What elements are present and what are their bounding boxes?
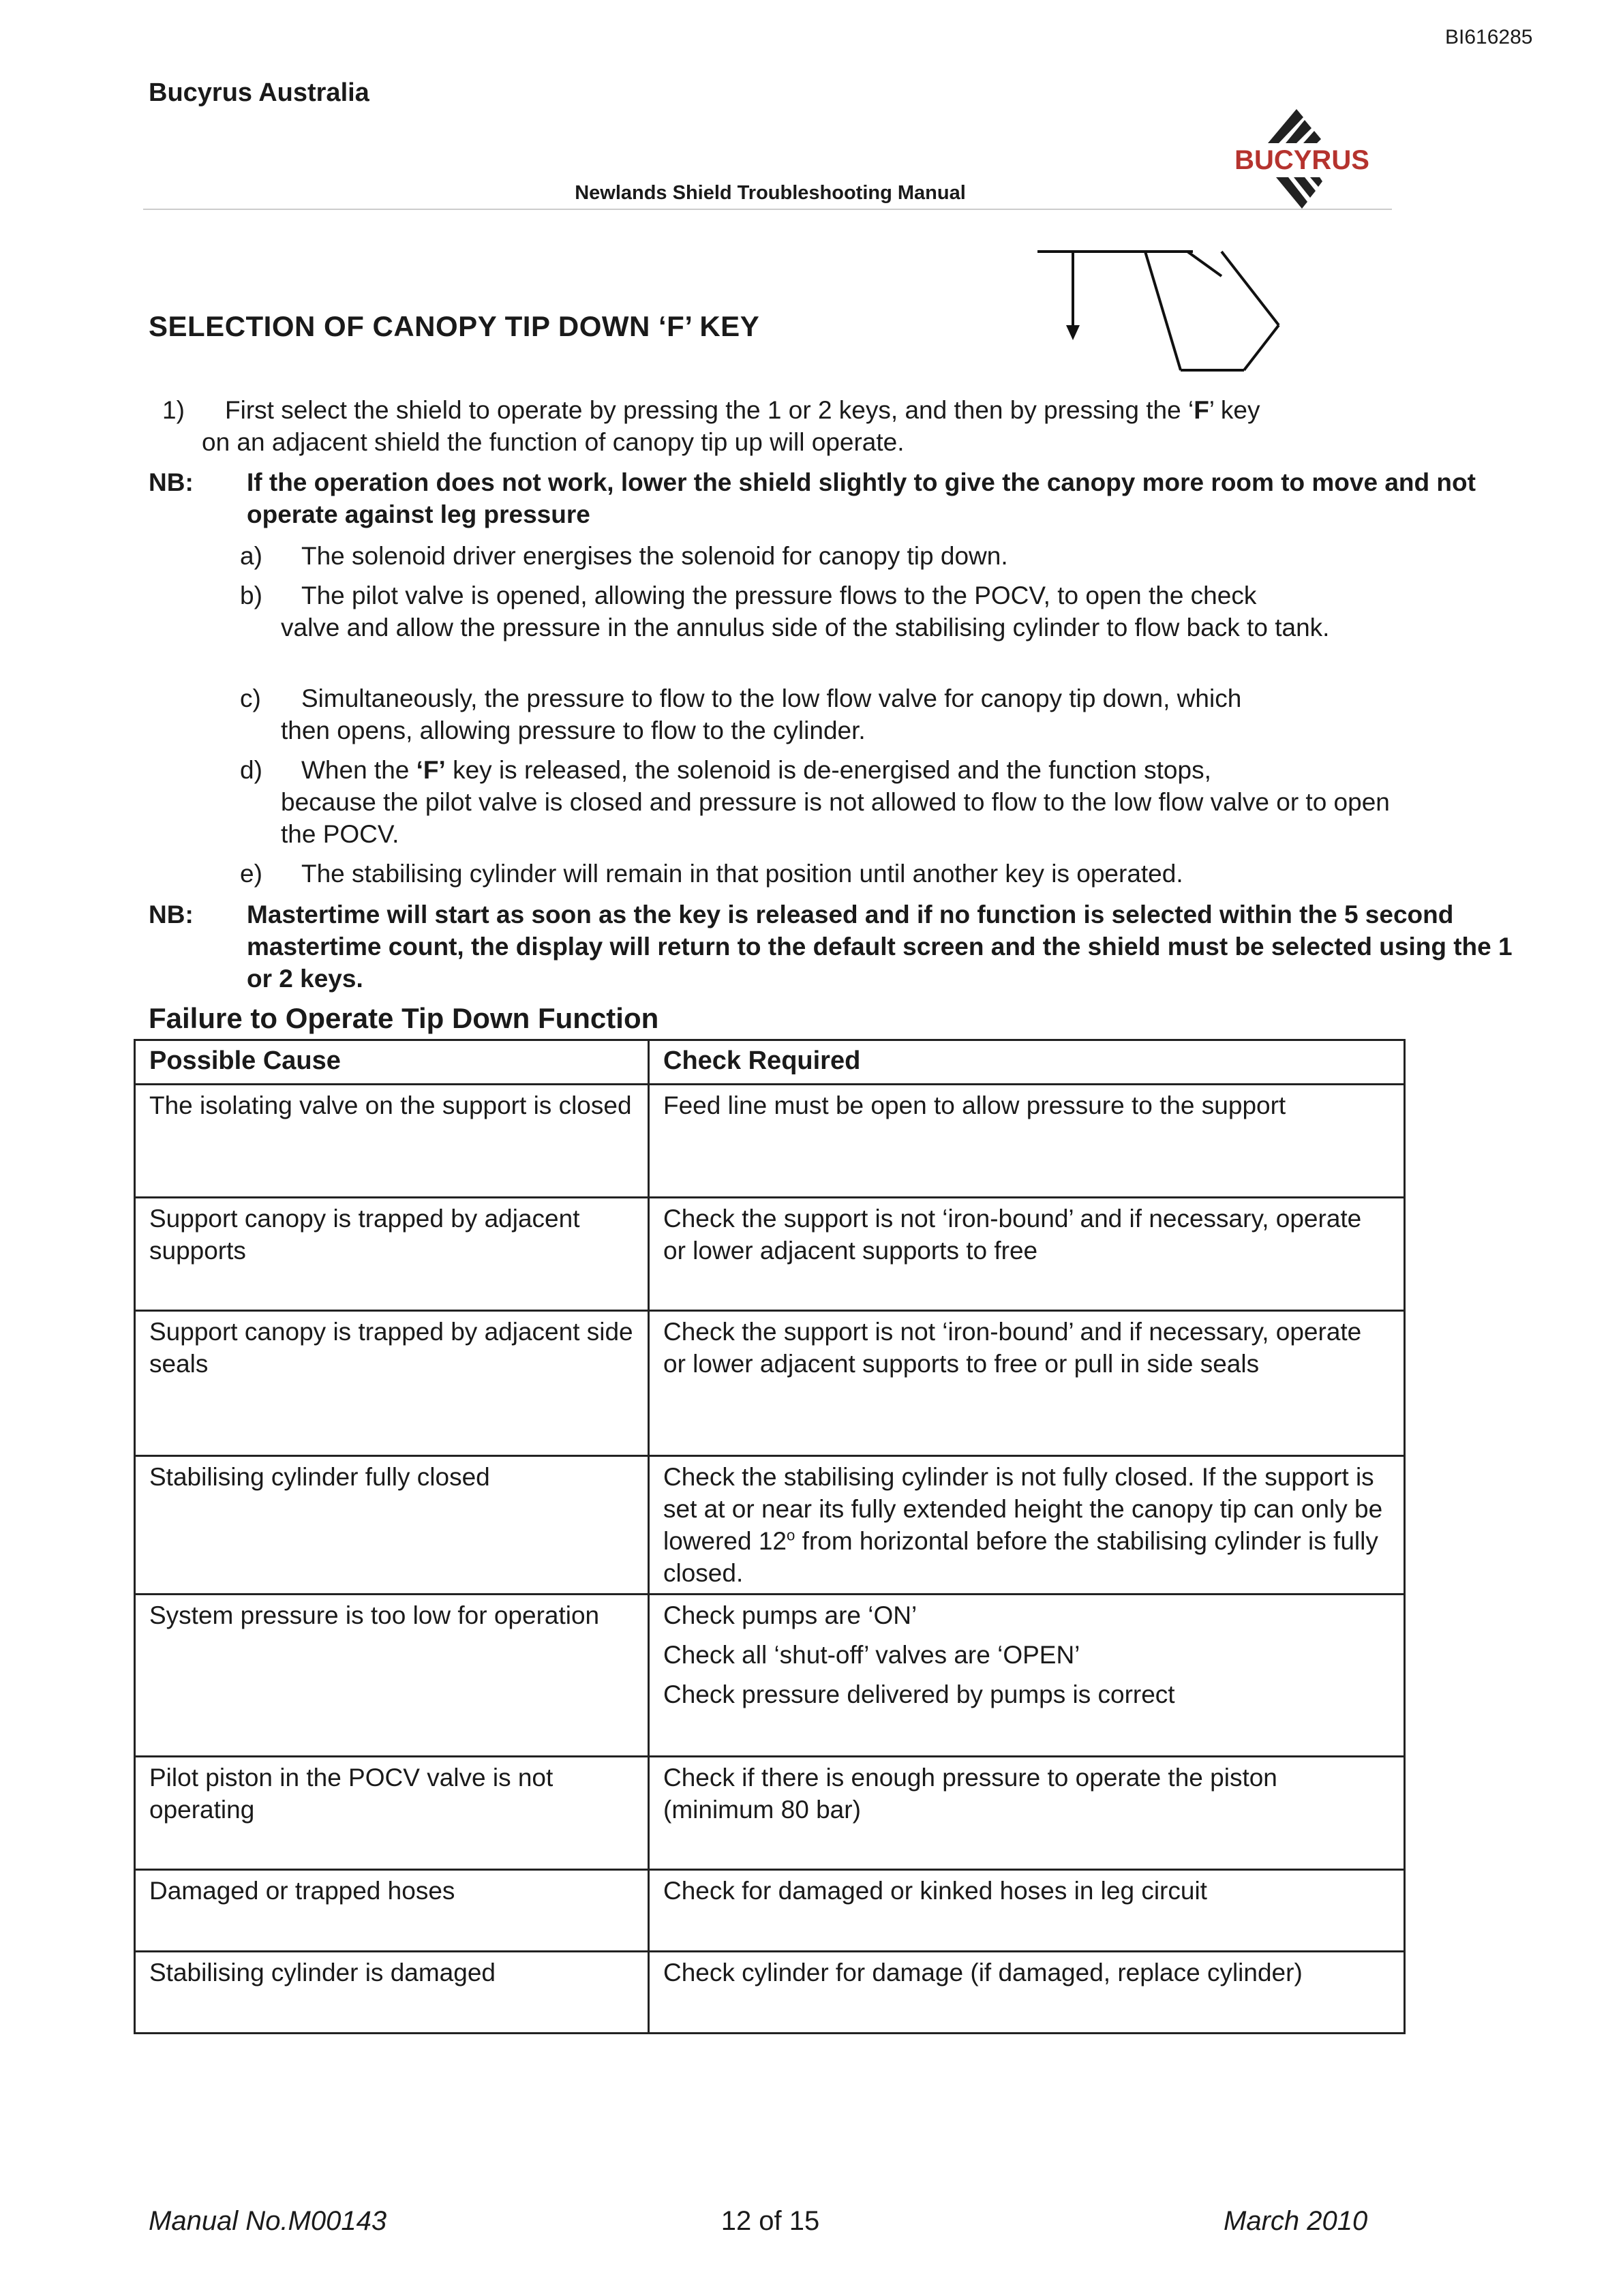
header-possible-cause: Possible Cause bbox=[135, 1040, 649, 1085]
note-label: NB: bbox=[149, 468, 194, 496]
cause-cell: System pressure is too low for operation bbox=[135, 1595, 649, 1757]
cause-cell: The isolating valve on the support is closed bbox=[135, 1085, 649, 1198]
substep-d bbox=[240, 754, 1399, 850]
substep-text: The solenoid driver energises the solenoid for canopy tip down. bbox=[301, 542, 1008, 570]
cause-cell: Stabilising cylinder fully closed bbox=[135, 1456, 649, 1595]
manual-subtitle: Newlands Shield Troubleshooting Manual bbox=[575, 182, 966, 204]
table-row bbox=[135, 1952, 1405, 2034]
substep-text: The pilot valve is opened, allowing the pressure flows to the POCV, to open the check bbox=[301, 581, 1257, 609]
footer-page-number: 12 of 15 bbox=[721, 2206, 820, 2236]
step-1-text-line2: on an adjacent shield the function of canopy tip up will operate. bbox=[202, 428, 905, 456]
substep-letter: e) bbox=[240, 860, 262, 888]
table-row bbox=[135, 1757, 1405, 1870]
f-key-label: ‘F’ bbox=[416, 756, 446, 784]
section-title: SELECTION OF CANOPY TIP DOWN ‘F’ KEY bbox=[149, 310, 760, 342]
check-cell bbox=[649, 1456, 1405, 1595]
check-cell: Check the support is not ‘iron-bound’ and if necessary, operate or lower adjacent supports to free or pull in side seals bbox=[649, 1311, 1405, 1456]
substep-text-continued: because the pilot valve is closed and pressure is not allowed to flow to the low flow valve or to open the POCV. bbox=[281, 788, 1390, 848]
note-2 bbox=[149, 898, 1553, 1001]
failure-table-title: Failure to Operate Tip Down Function bbox=[149, 1002, 659, 1034]
f-key-label: F bbox=[1194, 396, 1209, 424]
substep-letter: a) bbox=[240, 542, 262, 570]
table-row bbox=[135, 1311, 1405, 1456]
cause-cell: Damaged or trapped hoses bbox=[135, 1870, 649, 1952]
step-number: 1) bbox=[162, 396, 185, 424]
check-cell: Check for damaged or kinked hoses in leg circuit bbox=[649, 1870, 1405, 1952]
table-row bbox=[135, 1198, 1405, 1311]
table-row bbox=[135, 1870, 1405, 1952]
cause-cell: Pilot piston in the POCV valve is not operating bbox=[135, 1757, 649, 1870]
table-row bbox=[135, 1456, 1405, 1595]
company-name: Bucyrus Australia bbox=[149, 78, 369, 107]
check-item: Check pumps are ‘ON’ bbox=[663, 1601, 917, 1629]
footer-date: March 2010 bbox=[1224, 2206, 1368, 2236]
check-cell: Check cylinder for damage (if damaged, replace cylinder) bbox=[649, 1952, 1405, 2034]
note-label: NB: bbox=[149, 901, 194, 928]
substep-text-continued: then opens, allowing pressure to flow to the cylinder. bbox=[281, 716, 866, 744]
step-1-text-pre: First select the shield to operate by pressing the 1 or 2 keys, and then by pressing the ‘ bbox=[225, 396, 1194, 424]
check-cell bbox=[649, 1595, 1405, 1757]
logo-text: BUCYRUS bbox=[1234, 145, 1369, 175]
substep-text-pre: When the bbox=[301, 756, 416, 784]
check-cell: Feed line must be open to allow pressure to the support bbox=[649, 1085, 1405, 1198]
degree-superscript: o bbox=[787, 1526, 795, 1544]
substep-c bbox=[240, 682, 1399, 746]
table-row bbox=[135, 1085, 1405, 1198]
table-header-row bbox=[135, 1040, 1405, 1085]
note-1 bbox=[149, 466, 1553, 534]
substep-text-post: key is released, the solenoid is de-energised and the function stops, bbox=[445, 756, 1211, 784]
substep-e bbox=[240, 858, 1399, 890]
table-row bbox=[135, 1595, 1405, 1757]
header-check-required: Check Required bbox=[649, 1040, 1405, 1085]
check-item: Check all ‘shut-off’ valves are ‘OPEN’ bbox=[663, 1641, 1080, 1669]
note-text: If the operation does not work, lower the shield slightly to give the canopy more room to move and not operate against leg pressure bbox=[247, 468, 1476, 528]
substep-text-continued: valve and allow the pressure in the annulus side of the stabilising cylinder to flow back to tank. bbox=[281, 614, 1330, 641]
substep-text: The stabilising cylinder will remain in that position until another key is operated. bbox=[301, 860, 1183, 888]
check-cell: Check if there is enough pressure to operate the piston (minimum 80 bar) bbox=[649, 1757, 1405, 1870]
canopy-tip-down-diagram-icon bbox=[1036, 249, 1281, 378]
step-1-text-post: ’ key bbox=[1209, 396, 1260, 424]
check-cell: Check the support is not ‘iron-bound’ and if necessary, operate or lower adjacent supports to free bbox=[649, 1198, 1405, 1311]
failure-table bbox=[134, 1039, 1406, 2034]
substep-letter: b) bbox=[240, 581, 262, 609]
footer-manual-number: Manual No.M00143 bbox=[149, 2206, 387, 2236]
check-item: Check pressure delivered by pumps is correct bbox=[663, 1680, 1175, 1708]
note-text: Mastertime will start as soon as the key is released and if no function is selected within the 5 second mastertime count, the display will return to the default screen and the shield must be selected using the 1 or 2 keys. bbox=[247, 901, 1513, 993]
substep-a bbox=[240, 540, 1399, 572]
substep-b bbox=[240, 579, 1399, 644]
header-divider bbox=[143, 209, 1392, 210]
substep-letter: d) bbox=[240, 756, 262, 784]
cause-cell: Support canopy is trapped by adjacent supports bbox=[135, 1198, 649, 1311]
check-text-post: from horizontal before the stabilising cylinder is fully closed. bbox=[663, 1527, 1378, 1587]
check-text-pre: Check the stabilising cylinder is not fully closed. If the support is set at or near its fully extended height the canopy tip can only be lowered 12 bbox=[663, 1463, 1383, 1555]
substep-letter: c) bbox=[240, 684, 261, 712]
document-id: BI616285 bbox=[1445, 26, 1533, 48]
cause-cell: Support canopy is trapped by adjacent side seals bbox=[135, 1311, 649, 1456]
step-1 bbox=[162, 394, 1376, 458]
substep-text: Simultaneously, the pressure to flow to the low flow valve for canopy tip down, which bbox=[301, 684, 1242, 712]
cause-cell: Stabilising cylinder is damaged bbox=[135, 1952, 649, 2034]
